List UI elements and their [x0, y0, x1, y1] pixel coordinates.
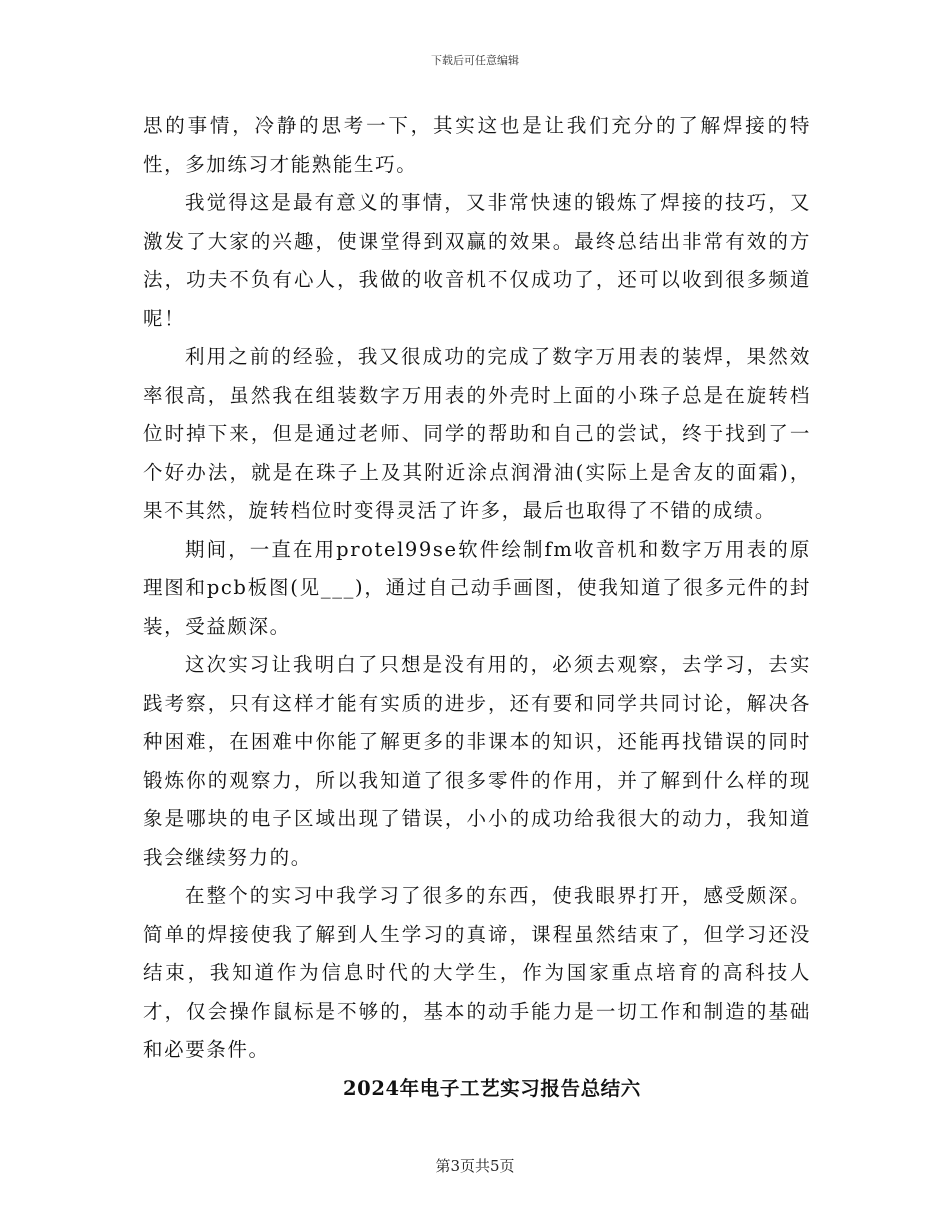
document-body [143, 107, 811, 1108]
paragraph: 我觉得这是最有意义的事情，又非常快速的锻炼了焊接的技巧，又激发了大家的兴趣，使课堂得到双赢的效果。最终总结出非常有效的方法，功夫不负有心人，我做的收音机不仅成功了，还可以收到很多频道呢！ [143, 191, 811, 330]
paragraph: 利用之前的经验，我又很成功的完成了数字万用表的装焊，果然效率很高，虽然我在组装数字万用表的外壳时上面的小珠子总是在旋转档位时掉下来，但是通过老师、同学的帮助和自己的尝试，终于找到了一个好办法，就是在珠子上及其附近涂点润滑油(实际上是舍友的面霜)，果不其然，旋转档位时变得灵活了许多，最后也取得了不错的成绩。 [143, 345, 811, 522]
paragraph: 这次实习让我明白了只想是没有用的，必须去观察，去学习，去实践考察，只有这样才能有实质的进步，还有要和同学共同讨论，解决各种困难，在困难中你能了解更多的非课本的知识，还能再找错误的同时锻炼你的观察力，所以我知道了很多零件的作用，并了解到什么样的现象是哪块的电子区域出现了错误，小小的成功给我很大的动力，我知道我会继续努力的。 [143, 653, 811, 869]
paragraph: 期间，一直在用protel99se软件绘制fm收音机和数字万用表的原理图和pcb板图(见___)，通过自己动手画图，使我知道了很多元件的封装，受益颇深。 [143, 537, 811, 638]
paragraph: 在整个的实习中我学习了很多的东西，使我眼界打开，感受颇深。简单的焊接使我了解到人生学习的真谛，课程虽然结束了，但学习还没结束，我知道作为信息时代的大学生，作为国家重点培育的高科技人才，仅会操作鼠标是不够的，基本的动手能力是一切工作和制造的基础和必要条件。 [143, 884, 811, 1061]
paragraph-continuation: 思的事情，冷静的思考一下，其实这也是让我们充分的了解焊接的特性，多加练习才能熟能生巧。 [143, 114, 811, 176]
section-heading: 2024年电子工艺实习报告总结六 [343, 1076, 641, 1100]
page-number-footer: 第3页共5页 [435, 1157, 515, 1175]
page-header: 下载后可任意编辑 [431, 54, 519, 67]
